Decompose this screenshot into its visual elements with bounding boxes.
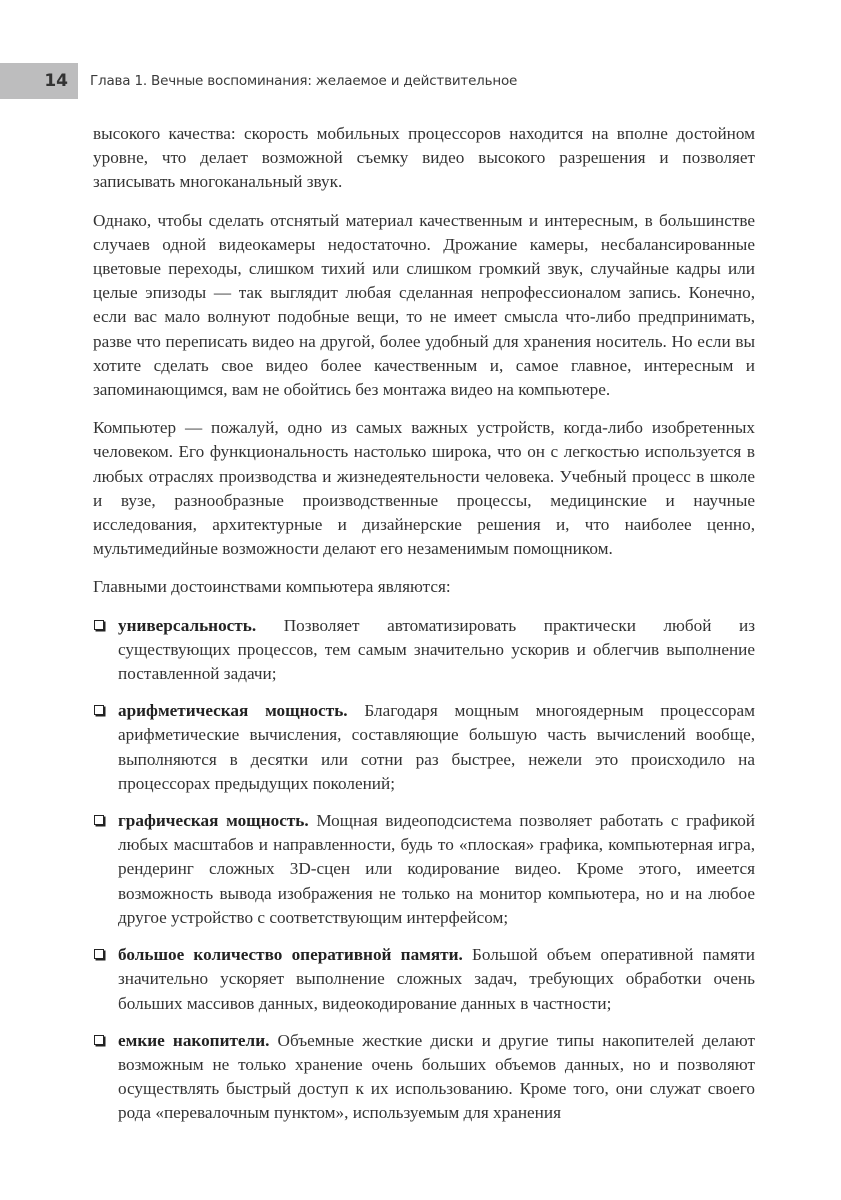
page-body [93, 122, 755, 1139]
list-item [93, 809, 755, 930]
list-item-term: емкие накопители. [118, 1030, 270, 1050]
checkbox-bullet-icon [94, 815, 104, 825]
list-item [93, 943, 755, 1016]
paragraph-continuation: высокого качества: скорость мобильных процессоров находится на вполне достойном уровне, что делает возможной съемку видео высокого разрешения и позволяет записывать многоканальный звук. [93, 124, 755, 192]
list-item-term: большое количество оперативной памяти. [118, 945, 463, 965]
list-item-text: Большой объем оперативной памяти значительно ускоряет выполнение сложных задач, требующих обработки очень больших массивов данных, видеокодирование данных в частности; [118, 945, 755, 1013]
list-item [93, 699, 755, 796]
advantages-list [93, 614, 755, 1126]
list-item-term: арифметическая мощность. [118, 701, 348, 721]
chapter-title: Глава 1. Вечные воспоминания: желаемое и действительное [90, 73, 518, 89]
page-number: 14 [44, 71, 68, 91]
running-head [0, 63, 517, 99]
list-item-text: Благодаря мощным многоядерным процессорам арифметические вычисления, составляющие большую часть вычислений вообще, выполняются в десятки или сотни раз быстрее, нежели это происходило на процессорах предыдущих поколений; [118, 701, 755, 793]
list-item-term: универсальность. [118, 615, 257, 635]
list-item-text: Объемные жесткие диски и другие типы накопителей делают возможным не только хранение очень больших объемов данных, но и позволяют осуществлять быстрый доступ к их использованию. Кроме того, они служат своего рода «перевалочным пунктом», используемым для хранения [118, 1030, 755, 1123]
list-item-text: Позволяет автоматизировать практически любой из существующих процессов, тем самым значительно ускорив и облегчив выполнение поставленной задачи; [118, 615, 755, 684]
list-item [93, 1029, 755, 1126]
checkbox-bullet-icon [94, 620, 104, 630]
paragraph-computer: Компьютер — пожалуй, одно из самых важных устройств, когда-либо изобретенных человеком. Его функциональность настолько широка, что он с легкостью используется в любых отраслях производства и жизнедеятельности человека. Учебный процесс в школе и вузе, разнообразные производственные процессы, медицинские и научные исследования, архитектурные и дизайнерские решения и, что наиболее ценно, мультимедийные возможности делают его незаменимым помощником. [93, 418, 755, 559]
checkbox-bullet-icon [94, 705, 104, 715]
list-item [93, 614, 755, 687]
page-number-box [0, 63, 78, 99]
list-item-text: Мощная видеоподсистема позволяет работать с графикой любых масштабов и направленности, будь то «плоская» графика, компьютерная игра, рендеринг сложных 3D-сцен или кодирование видео. Кроме этого, имеется возможность вывода изображения не только на монитор компьютера, но и на любое другое устройство с соответствующим интерфейсом; [118, 811, 755, 927]
checkbox-bullet-icon [94, 949, 104, 959]
list-item-term: графическая мощность. [118, 811, 309, 831]
checkbox-bullet-icon [94, 1035, 104, 1045]
paragraph-list-intro: Главными достоинствами компьютера являются: [93, 577, 451, 597]
paragraph-video-editing: Однако, чтобы сделать отснятый материал качественным и интересным, в большинстве случаев одной видеокамеры недостаточно. Дрожание камеры, несбалансированные цветовые переходы, слишком тихий или слишком громкий звук, случайные кадры или целые эпизоды — так выглядит любая сделанная непрофессионалом запись. Конечно, если вас мало волнуют подобные вещи, то не имеет смысла что-либо предпринимать, разве что переписать видео на другой, более удобный для хранения носитель. Но если вы хотите сделать свое видео более качественным и, самое главное, интересным и запоминающимся, вам не обойтись без монтажа видео на компьютере. [93, 210, 755, 400]
